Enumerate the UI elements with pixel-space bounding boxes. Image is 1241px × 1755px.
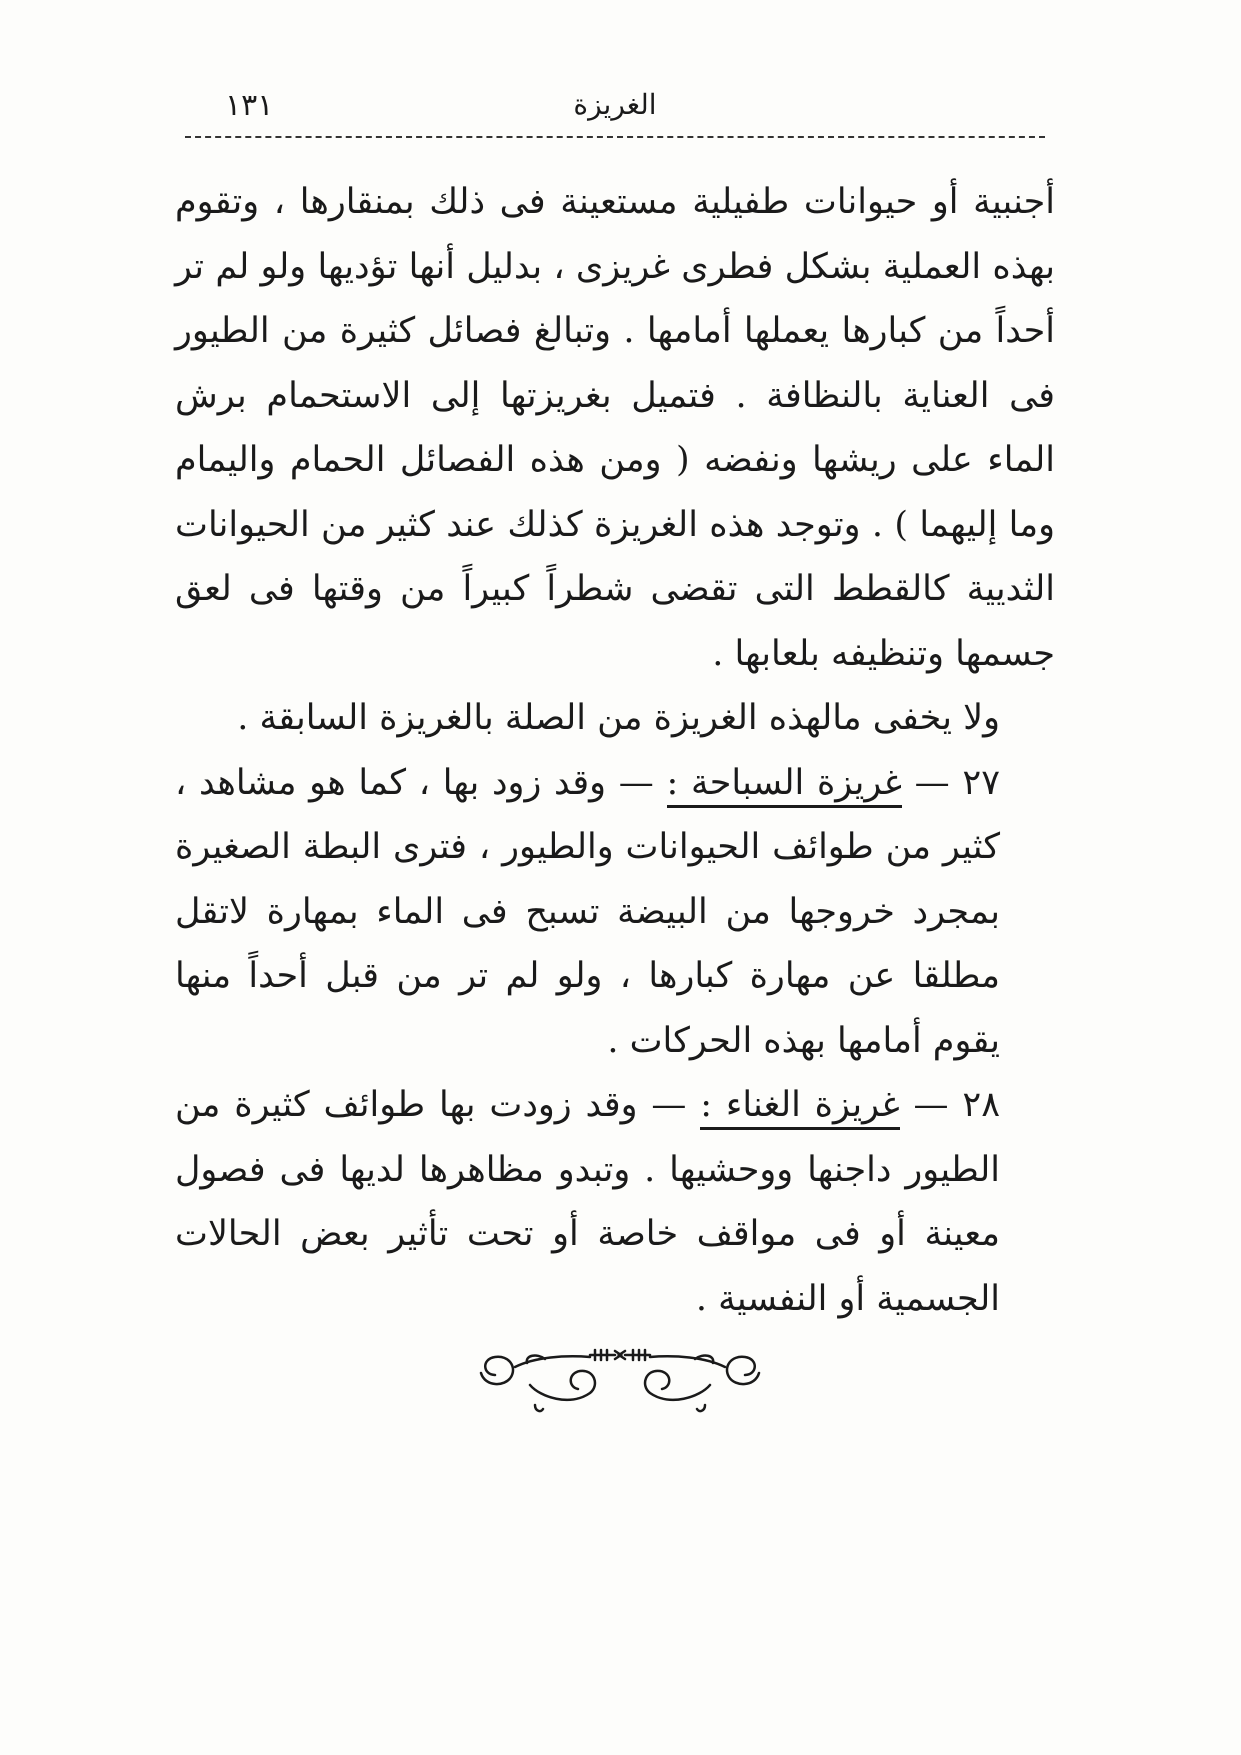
- floral-ornament-icon: [475, 1335, 765, 1425]
- body-text: [175, 170, 1055, 1331]
- page-number: ١٣١: [225, 88, 274, 123]
- singing-number: ٢٨ —: [899, 1085, 1000, 1125]
- running-title: الغريزة: [573, 88, 657, 121]
- singing-heading: غريزة الغناء :: [700, 1085, 899, 1130]
- paragraph-singing: [175, 1073, 1055, 1331]
- swimming-heading: غريزة السباحة :: [667, 763, 902, 808]
- header-rule: [185, 136, 1045, 138]
- paragraph-cleanliness: أجنبية أو حيوانات طفيلية مستعينة فى ذلك بمنقارها ، وتقوم بهذه العملية بشكل فطرى غريزى ، بدليل أنها تؤديها ولو لم تر أحداً من كبارها يعملها أمامها . وتبالغ فصائل كثيرة من الطيور فى العناية بالنظافة . فتميل بغريزتها إلى الاستحمام برش الماء على ريشها ونفضه ( ومن هذه الفصائل الحمام واليمام وما إليهما ) . وتوجد هذه الغريزة كذلك عند كثير من الحيوانات الثديية كالقطط التى تقضى شطراً كبيراً من وقتها فى لعق جسمها وتنظيفه بلعابها .: [175, 182, 1055, 674]
- paragraph-relation: ولا يخفى مالهذه الغريزة من الصلة بالغريزة السابقة .: [237, 698, 1000, 738]
- swimming-number: ٢٧ —: [901, 762, 1000, 803]
- swimming-text: — وقد زود بها ، كما هو مشاهد ، كثير من طوائف الحيوانات والطيور ، فترى البطة الصغيرة بمجرد خروجها من البيضة تسبح فى الماء بمهارة لاتقل مطلقا عن مهارة كبارها ، ولو لم تر من قبل أحداً منها يقوم أمامها بهذه الحركات .: [175, 762, 1000, 1061]
- paragraph-swimming: [175, 751, 1055, 1074]
- singing-text: — وقد زودت بها طوائف كثيرة من الطيور داجنها ووحشيها . وتبدو مظاهرها لديها فى فصول معينة أو فى مواقف خاصة أو تحت تأثير بعض الحالات الجسمية أو النفسية .: [175, 1085, 1000, 1319]
- page-header: [185, 80, 1045, 140]
